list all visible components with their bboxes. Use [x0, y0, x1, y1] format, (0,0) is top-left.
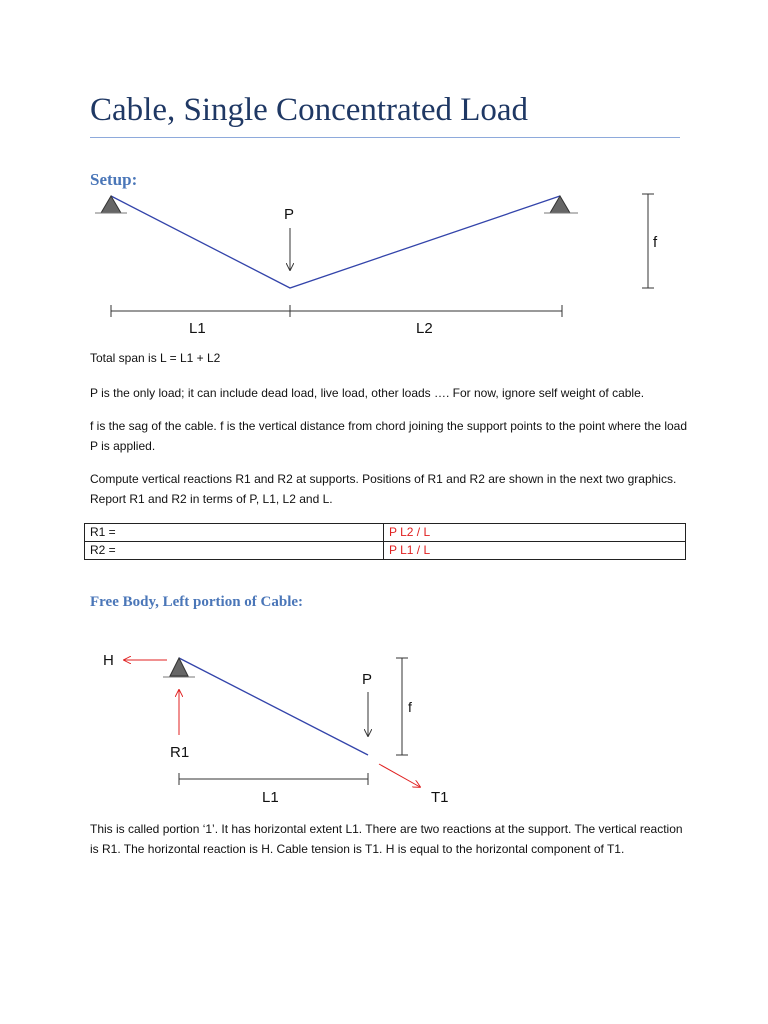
- reaction-label: R2 =: [85, 542, 384, 560]
- setup-diagram: [0, 180, 768, 340]
- span-label: L1: [262, 789, 279, 806]
- span-left-label: L1: [189, 320, 206, 337]
- span-dimension: [179, 773, 368, 785]
- sag-label: f: [408, 699, 412, 715]
- tension-label: T1: [431, 789, 449, 806]
- page-title: Cable, Single Concentrated Load: [90, 92, 529, 128]
- reaction-label: R1 =: [85, 524, 384, 542]
- load-label: P: [284, 206, 295, 223]
- reactions-table: [84, 523, 686, 560]
- sag-dimension: [396, 658, 408, 755]
- reaction-value: P L1 / L: [384, 542, 686, 560]
- free-body-diagram: [0, 640, 768, 815]
- reaction-value: P L2 / L: [384, 524, 686, 542]
- left-support: [95, 196, 127, 213]
- table-row: [85, 524, 686, 542]
- span-dimension: [111, 305, 562, 317]
- cable-line: [111, 196, 560, 288]
- paragraph-compute: Compute vertical reactions R1 and R2 at supports. Positions of R1 and R2 are shown in the next two graphics. Report R1 and R2 in terms of P, L1, L2 and L.: [90, 472, 677, 506]
- horizontal-reaction-label: H: [103, 652, 114, 669]
- tension-arrow: [379, 764, 420, 787]
- title-underline: [90, 137, 680, 138]
- free-body-heading: Free Body, Left portion of Cable:: [90, 594, 304, 610]
- table-row: [85, 542, 686, 560]
- paragraph-load: P is the only load; it can include dead load, live load, other loads …. For now, ignore self weight of cable.: [90, 386, 645, 400]
- cable-portion: [179, 658, 368, 755]
- paragraph-free-body: This is called portion ‘1’. It has horizontal extent L1. There are two reactions at the support. The vertical reaction is R1. The horizontal reaction is H. Cable tension is T1. H is equal to the horizontal component of T1.: [90, 822, 683, 856]
- setup-heading: Setup:: [90, 170, 138, 189]
- paragraph-total-span: Total span is L = L1 + L2: [90, 351, 221, 365]
- span-right-label: L2: [416, 320, 433, 337]
- paragraph-sag: f is the sag of the cable. f is the vertical distance from chord joining the support points to the point where the load P is applied.: [90, 419, 688, 453]
- right-support: [544, 196, 578, 213]
- load-label: P: [362, 671, 373, 688]
- vertical-reaction-label: R1: [170, 744, 190, 761]
- support: [163, 658, 195, 677]
- sag-label: f: [653, 234, 658, 251]
